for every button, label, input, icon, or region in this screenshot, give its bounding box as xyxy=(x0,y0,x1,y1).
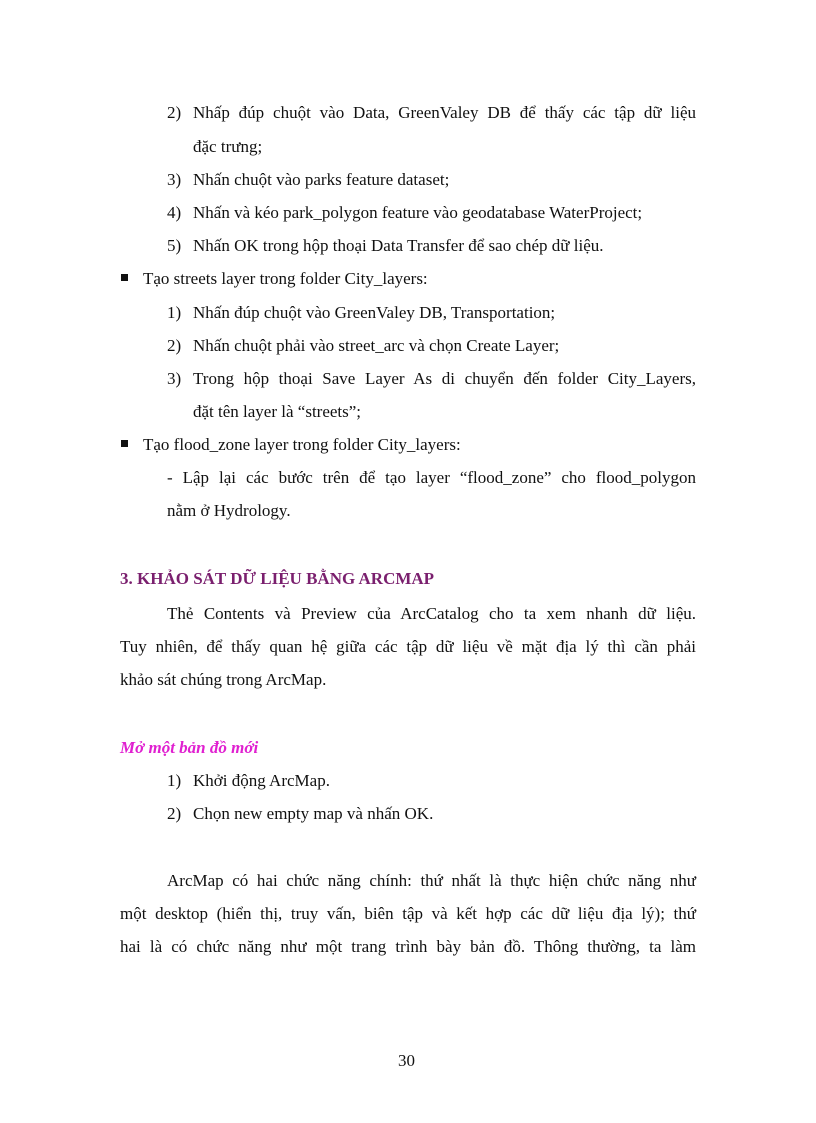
list-item-text: Nhấn OK trong hộp thoại Data Transfer để sao chép dữ liệu. xyxy=(193,236,604,255)
list-item-text: Nhấn chuột phải vào street_arc và chọn Create Layer; xyxy=(193,336,560,355)
list-item-number: 1) xyxy=(167,303,182,322)
list-item-text: Nhấn chuột vào parks feature dataset; xyxy=(193,170,450,189)
bullet-sub-text: - Lập lại các bước trên để tạo layer “flood_zone” cho flood_polygon xyxy=(167,468,696,487)
list-item-text-continued: đặt tên layer là “streets”; xyxy=(193,402,362,421)
section-heading: 3. KHẢO SÁT DỮ LIỆU BẰNG ARCMAP xyxy=(120,569,435,588)
bullet-text: Tạo flood_zone layer trong folder City_layers: xyxy=(143,435,461,454)
list-item-text: Chọn new empty map và nhấn OK. xyxy=(193,804,434,823)
subsection-heading: Mở một bản đồ mới xyxy=(120,738,259,757)
list-item-number: 4) xyxy=(167,203,182,222)
list-item-text: Nhấn đúp chuột vào GreenValey DB, Transportation; xyxy=(193,303,556,322)
list-item-text: Khởi động ArcMap. xyxy=(193,771,330,790)
list-item-text: Nhấp đúp chuột vào Data, GreenValey DB để thấy các tập dữ liệu xyxy=(193,103,696,122)
bullet-icon xyxy=(121,440,128,447)
list-item-number: 3) xyxy=(167,369,182,388)
list-item-number: 5) xyxy=(167,236,182,255)
list-item-text: Nhấn và kéo park_polygon feature vào geodatabase WaterProject; xyxy=(193,203,643,222)
page-number: 30 xyxy=(398,1051,415,1070)
bullet-icon xyxy=(121,274,128,281)
list-item-number: 3) xyxy=(167,170,182,189)
paragraph-line: hai là có chức năng như một trang trình bày bản đồ. Thông thường, ta làm xyxy=(120,937,696,956)
list-item-number: 2) xyxy=(167,804,182,823)
paragraph-line: khảo sát chúng trong ArcMap. xyxy=(120,670,327,689)
paragraph-line: Thẻ Contents và Preview của ArcCatalog cho ta xem nhanh dữ liệu. xyxy=(167,604,696,623)
list-item-number: 2) xyxy=(167,103,182,122)
paragraph-line: ArcMap có hai chức năng chính: thứ nhất là thực hiện chức năng như xyxy=(167,871,696,890)
paragraph-line: Tuy nhiên, để thấy quan hệ giữa các tập dữ liệu về mặt địa lý thì cần phải xyxy=(120,637,696,656)
list-item-text-continued: đặc trưng; xyxy=(193,137,263,156)
list-item-number: 1) xyxy=(167,771,182,790)
bullet-sub-text-continued: nằm ở Hydrology. xyxy=(167,501,291,520)
paragraph-line: một desktop (hiển thị, truy vấn, biên tập và kết hợp các dữ liệu địa lý); thứ xyxy=(120,904,696,923)
list-item-text: Trong hộp thoại Save Layer As di chuyển đến folder City_Layers, xyxy=(193,369,696,388)
bullet-text: Tạo streets layer trong folder City_layers: xyxy=(143,269,428,288)
list-item-number: 2) xyxy=(167,336,182,355)
